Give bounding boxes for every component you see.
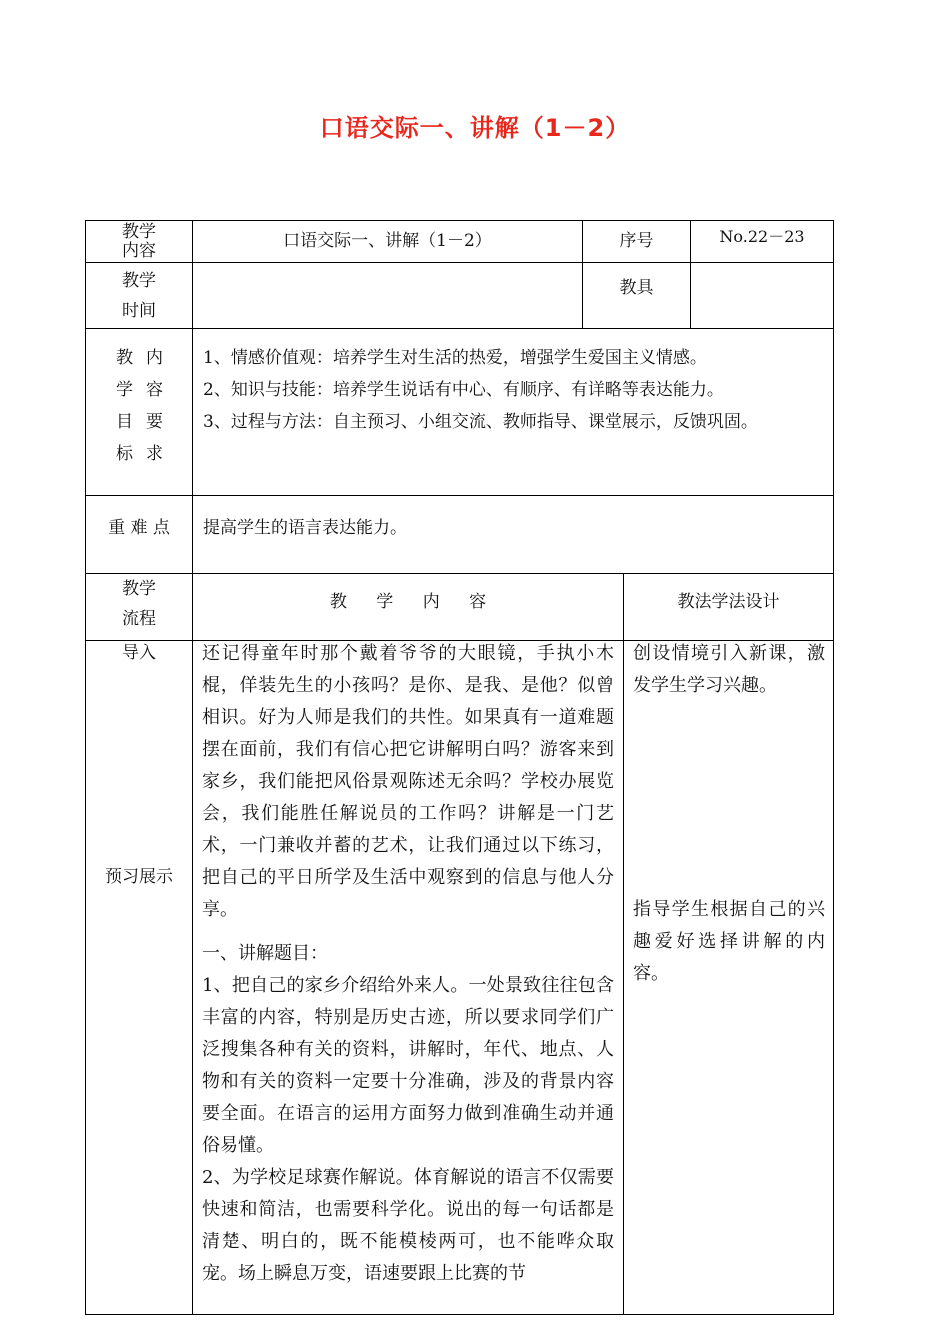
key-points-label: 重 难 点 xyxy=(108,517,170,538)
design-intro: 创设情境引入新课，激发学生学习兴趣。 xyxy=(633,643,825,696)
document-title: 口语交际一、讲解（1－2） xyxy=(319,114,631,142)
process-label: 教学 流程 xyxy=(122,579,156,629)
goal-item: 3、过程与方法：自主预习、小组交流、教师指导、课堂展示，反馈巩固。 xyxy=(203,412,758,432)
process-design-header: 教法学法设计 xyxy=(677,591,780,612)
content-paragraph: 一、讲解题目： xyxy=(202,943,328,964)
goal-item: 1、情感价值观：培养学生对生活的热爱，增强学生爱国主义情感。 xyxy=(203,348,707,368)
content-paragraph: 2、为学校足球赛作解说。体育解说的语言不仅需要快速和简洁，也需要科学化。说出的每一句话都是清楚、明白的，既不能模棱两可，也不能哗众取宠。场上瞬息万变，语速要跟上比赛的节 xyxy=(202,1167,614,1284)
design-preview: 指导学生根据自己的兴趣爱好选择讲解的内容。 xyxy=(633,899,825,984)
stage-intro-label: 导入 xyxy=(122,642,156,663)
sequence-value: No.22－23 xyxy=(719,226,805,246)
key-points-value: 提高学生的语言表达能力。 xyxy=(203,517,407,538)
content-paragraph: 还记得童年时那个戴着爷爷的大眼镜，手执小木棍，佯装先生的小孩吗？是你、是我、是他？似曾相识。好为人师是我们的共性。如果真有一道难题摆在面前，我们有信心把它讲解明白吗？游客来到家乡，我们能把风俗景观陈述无余吗？学校办展览会，我们能胜任解说员的工作吗？讲解是一门艺术，一门兼收并蓄的艺术，让我们通过以下练习，把自己的平日所学及生活中观察到的信息与他人分享。 xyxy=(202,643,614,920)
process-content-header: 教 学 内 容 xyxy=(329,591,487,612)
goals-label-col2: 内 容 要 求 xyxy=(146,348,163,464)
tools-value xyxy=(691,263,833,328)
content-paragraph: 1、把自己的家乡介绍给外来人。一处景致往往包含丰富的内容，特别是历史古迹，所以要求同学们广泛搜集各种有关的资料，讲解时，年代、地点、人物和有关的资料一定要十分准确，涉及的背景内容要全面。在语言的运用方面努力做到准确生动并通俗易懂。 xyxy=(202,975,614,1156)
goals-list xyxy=(203,342,823,438)
content-value: 口语交际一、讲解（1－2） xyxy=(283,231,492,251)
time-label: 教学 时间 xyxy=(122,270,156,321)
sequence-label: 序号 xyxy=(619,231,654,251)
stage-preview-label: 预习展示 xyxy=(105,866,173,887)
time-value xyxy=(193,263,582,328)
content-label: 教学 内容 xyxy=(122,221,156,261)
process-content xyxy=(202,638,614,1290)
goal-item: 2、知识与技能：培养学生说话有中心、有顺序、有详略等表达能力。 xyxy=(203,380,724,400)
goals-label-col1: 教 学 目 标 xyxy=(116,348,133,464)
tools-label: 教具 xyxy=(619,277,654,298)
